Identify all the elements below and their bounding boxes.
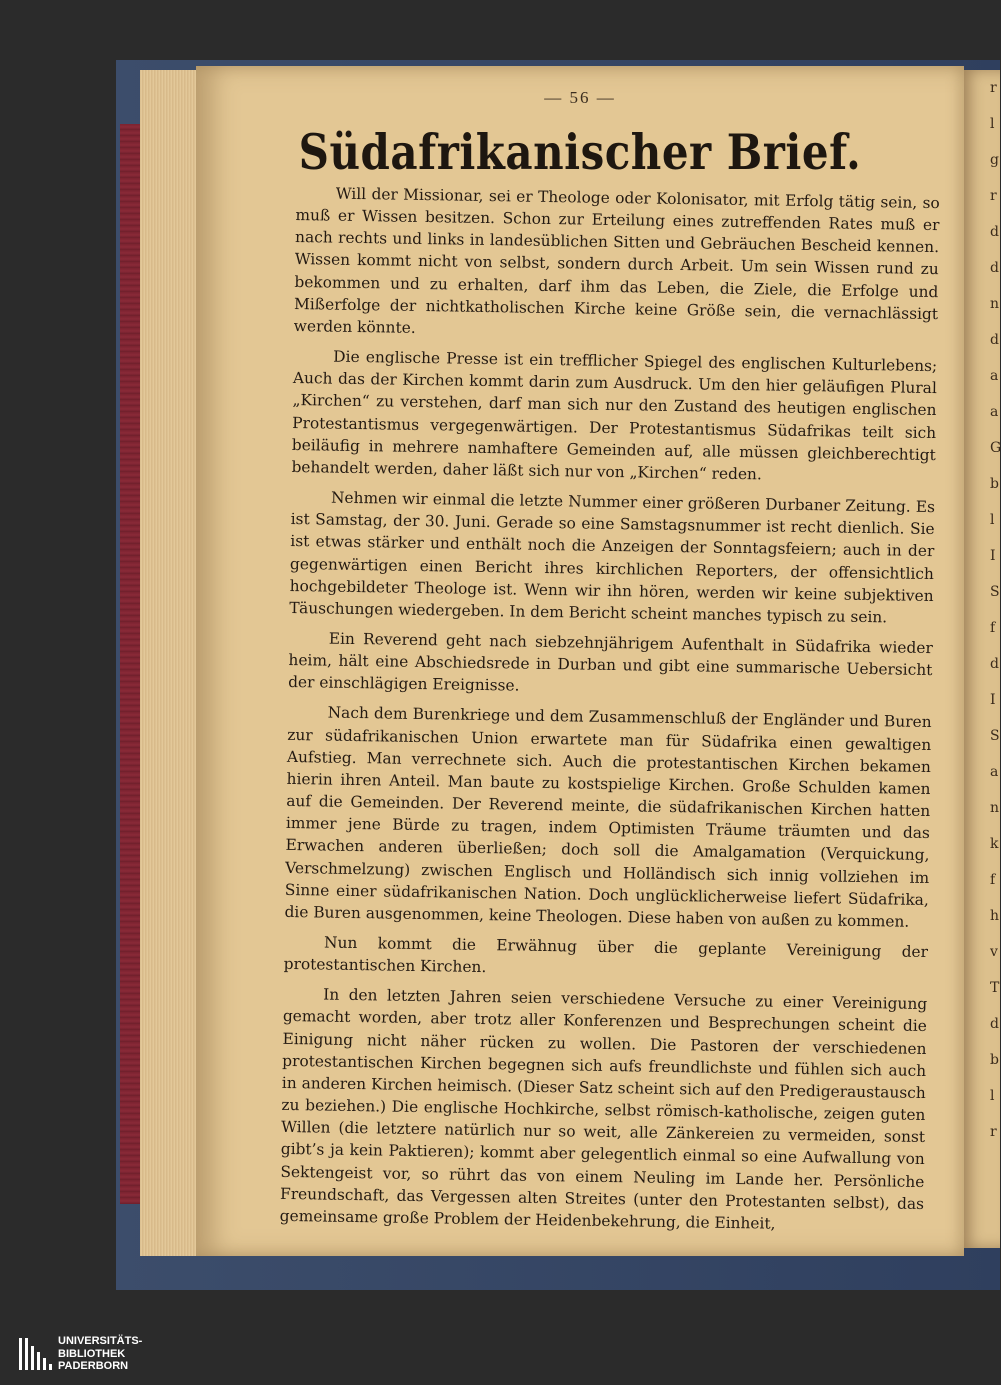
fragment: a bbox=[990, 368, 999, 384]
fragment: h bbox=[990, 908, 1000, 924]
fragment: S bbox=[990, 728, 1000, 744]
fragment: d bbox=[990, 332, 999, 348]
library-logo-text: UNIVERSITÄTS- BIBLIOTHEK PADERBORN bbox=[58, 1335, 143, 1372]
fragment: l bbox=[990, 512, 995, 528]
paragraph: Nach dem Burenkriege und dem Zusammenschluß der Engländer und Buren zur südafrikanischen Union erwartete man für Südafrika einen gewaltigen Aufstieg. Man verrechnete sich. Auch die protestantischen Kirchen bekamen hierin ihren Anteil. Man baute zu kostspielige Kirchen. Große Schulden kamen auf die Gemeinden. Der Reverend meinte, die südafrikanischen Kirchen hatten immer jene Bürde zu tragen, indem Optimisten Träume träumten und das Erwachen anderen überließen; doch soll die Amalgamation (Verquickung, Verschmelzung) zwischen Englisch und Holländisch sich innig vollziehen im Sinne einer südafrikanischen Nation. Doch unglücklicherweise liefert Südafrika, die Buren ausgenommen, keine Theologen. Diese haben von außen zu kommen. bbox=[284, 704, 932, 931]
fragment: d bbox=[990, 224, 999, 240]
library-logo-icon bbox=[18, 1336, 54, 1372]
fragment: G bbox=[990, 440, 1001, 456]
fragment: b bbox=[990, 1052, 999, 1068]
fragment: r bbox=[990, 80, 997, 96]
page-number: — 56 — bbox=[544, 88, 616, 107]
fragment: f bbox=[990, 872, 996, 888]
fragment: l bbox=[990, 116, 995, 132]
fragment: n bbox=[990, 296, 1000, 312]
article-body bbox=[279, 182, 939, 1245]
fragment: d bbox=[990, 260, 999, 276]
fragment: b bbox=[990, 476, 999, 492]
fragment: d bbox=[990, 1016, 999, 1032]
paragraph: Die englische Presse ist ein trefflicher Spiegel des englischen Kulturlebens; Auch das der Kirchen kommt darin zum Ausdruck. Um den hier geläufigen Plural „Kirchen“ zu verstehen, darf man sich nur den Zustand des heutigen englischen Protestantismus vergegenwärtigen. Der Protestantismus Südafrikas teilt sich beiläufig in mehrere namhaftere Gemeinden auf, alle müssen gleichberechtigt behandelt werden, daher läßt sich nur von „Kirchen“ reden. bbox=[291, 347, 938, 484]
fragment: r bbox=[990, 1124, 997, 1140]
fragment: l bbox=[990, 1088, 995, 1104]
paragraph: Ein Reverend geht nach siebzehnjährigem Aufenthalt in Südafrika wieder heim, hält eine Abschiedsrede in Durban und gibt eine summarische Uebersicht der einschlägigen Ereignisse. bbox=[288, 629, 933, 695]
fragment: v bbox=[990, 944, 998, 960]
paragraph: Nehmen wir einmal die letzte Nummer einer größeren Durbaner Zeitung. Es ist Samstag, der 30. Juni. Gerade so eine Samstagsnummer ist recht dienlich. Sie ist etwas stärker und enthält noch die Anzeigen der Sonntagsfeiern; auch in der gegenwärtigen einen Bericht ihres kirchlichen Reporters, der offensichtlich hochgebildeter Theologe ist. Wenn wir ihn hören, werden wir keine subjektiven Täuschungen wiedergeben. In dem Bericht scheint manches typisch zu sein. bbox=[289, 488, 936, 627]
fragment: a bbox=[990, 764, 999, 780]
adjacent-page-fragment bbox=[958, 70, 1000, 1248]
fragment: a bbox=[990, 404, 999, 420]
fragment: I bbox=[990, 692, 996, 708]
book-page bbox=[196, 66, 964, 1256]
fragment: r bbox=[990, 188, 997, 204]
page-stack-edges bbox=[140, 70, 200, 1256]
page-title: Südafrikanischer Brief. bbox=[298, 124, 862, 181]
fragment: S bbox=[990, 584, 1000, 600]
fragment: I bbox=[990, 548, 996, 564]
fragment: T bbox=[990, 980, 1000, 996]
fragment: f bbox=[990, 620, 996, 636]
book-spine-edge bbox=[120, 124, 142, 1204]
paragraph: Will der Missionar, sei er Theologe oder Kolonisator, mit Erfolg tätig sein, so muß er Wissen besitzen. Schon zur Erteilung eines zutreffenden Rates muß er nach rechts und links in landesüblichen Sitten und Gebräuchen Bescheid kennen. Wissen kommt nicht von selbst, sondern durch Arbeit. Um sein Wissen rund zu bekommen und zu erhalten, darf ihm das Leben, die Ziele, die Erfolge und Mißerfolge der nichtkatholischen Kirche keine Größe sein, die vernachlässigt werden könnte. bbox=[293, 184, 940, 337]
paragraph: Nun kommt die Erwähnug über die geplante Vereinigung der protestantischen Kirchen. bbox=[283, 933, 929, 977]
library-logo bbox=[18, 1334, 218, 1374]
fragment: k bbox=[990, 836, 999, 852]
fragment: n bbox=[990, 800, 1000, 816]
paragraph: In den letzten Jahren seien verschiedene Versuche zu einer Vereinigung gemacht worden, aber trotz aller Konferenzen und Besprechungen scheint die Einigung nicht näher rücken zu wollen. Die Pastoren der verschiedenen protestantischen Kirchen begegnen sich aufs freundlichste und fühlen sich auch in anderen Kirchen heimisch. (Dieser Satz scheint sich auf den Predigeraustausch zu beziehen.) Die englische Hochkirche, selbst römisch-katholische, zeigen guten Willen (die letztere natürlich nur so weit, alle Zänkereien zu vermeiden, sonst gibt’s ja kein Paktieren); kommt aber gelegentlich einmal so eine Aufwallung von Sektengeist vor, so rührt das von einem Neuling im Lande her. Persönliche Freundschaft, das Vergessen alten Streites (unter den Protestanten selbst), das gemeinsame große Problem der Heidenbekehrung, die Einheit, bbox=[279, 985, 928, 1233]
fragment: g bbox=[990, 152, 999, 168]
fragment: d bbox=[990, 656, 999, 672]
